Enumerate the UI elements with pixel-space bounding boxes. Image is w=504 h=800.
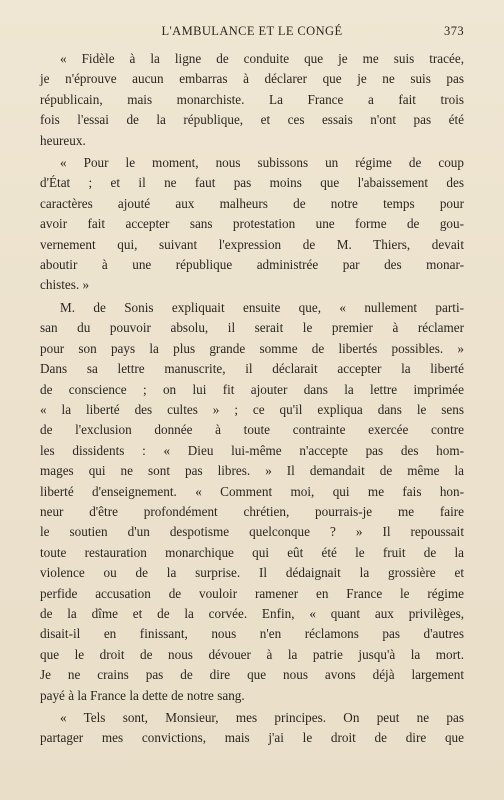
text-line: mages qui ne sont pas libres. » Il demandait de même la: [40, 463, 464, 479]
text-line: caractères ajouté aux malheurs de notre temps pour: [40, 195, 464, 211]
text-line: aboutir à une république administrée par des monar-: [40, 257, 464, 273]
text-line: fois l'essai de la république, et ces essais n'ont pas été: [40, 112, 464, 128]
text-line: neur d'être profondément chrétien, pourrais-je me faire: [40, 503, 464, 519]
page-header: [40, 24, 464, 42]
text-line: pour son pays la plus grande somme de libertés possibles. »: [40, 340, 464, 356]
text-line: « Fidèle à la ligne de conduite que je me suis tracée,: [60, 51, 464, 66]
text-line: « Pour le moment, nous subissons un régime de coup: [60, 155, 464, 171]
running-title: L'AMBULANCE ET LE CONGÉ: [161, 24, 343, 38]
paragraph: [40, 708, 464, 749]
text-line: liberté d'enseignement. « Comment moi, qui me fais hon-: [40, 483, 464, 499]
paragraph: [40, 153, 464, 296]
text-line: Je ne crains pas de dire que nous avons déjà largement: [40, 667, 464, 683]
text-line: républicain, mais monarchiste. La France a fait trois: [40, 91, 464, 107]
text-line: partager mes convictions, mais j'ai le droit de dire que: [40, 730, 464, 746]
text-line: heureux.: [40, 132, 86, 148]
text-line: Dans sa lettre manuscrite, il déclarait accepter la liberté: [40, 361, 464, 377]
text-line: les dissidents : « Dieu lui-même n'accepte pas des hom-: [40, 442, 464, 458]
text-line: « Tels sont, Monsieur, mes principes. On peut ne pas: [60, 710, 464, 725]
text-line: de conscience ; on lui fit ajouter dans la lettre imprimée: [40, 381, 464, 397]
text-line: le soutien d'un despotisme quelconque ? » Il repoussait: [40, 524, 464, 540]
paragraph: [40, 49, 464, 151]
text-line: san du pouvoir absolu, il serait le premier à réclamer: [40, 320, 464, 336]
text-line: payé à la France la dette de notre sang.: [40, 687, 245, 703]
paragraph: [40, 298, 464, 706]
text-line: chistes. »: [40, 277, 90, 293]
text-line: M. de Sonis expliquait ensuite que, « nullement parti-: [60, 299, 464, 315]
text-line: de la dîme et de la corvée. Enfin, « quant aux privilèges,: [40, 605, 464, 621]
text-line: violence ou de la surprise. Il dédaignait la grossière et: [40, 565, 464, 581]
text-line: disait-il en finissant, nous n'en réclamons pas d'autres: [40, 626, 464, 642]
text-line: je n'éprouve aucun embarras à déclarer que je ne suis pas: [40, 71, 464, 87]
text-line: « la liberté des cultes » ; ce qu'il expliqua dans le sens: [40, 401, 464, 417]
body-text: [40, 49, 464, 749]
text-line: perfide accusation de vouloir ramener en France le régime: [40, 585, 464, 601]
text-line: de l'exclusion donnée à toute contrainte exercée contre: [40, 422, 464, 438]
page-number: 373: [444, 24, 464, 38]
text-line: toute restauration monarchique qui eût été le fruit de la: [40, 544, 464, 560]
text-line: d'État ; et il ne faut pas moins que l'abaissement des: [40, 175, 464, 191]
text-line: avoir fait accepter sans protestation une forme de gou-: [40, 216, 464, 232]
text-line: que le droit de nous dévouer à la patrie jusqu'à la mort.: [40, 646, 464, 662]
text-line: vernement qui, suivant l'expression de M. Thiers, devait: [40, 236, 464, 252]
